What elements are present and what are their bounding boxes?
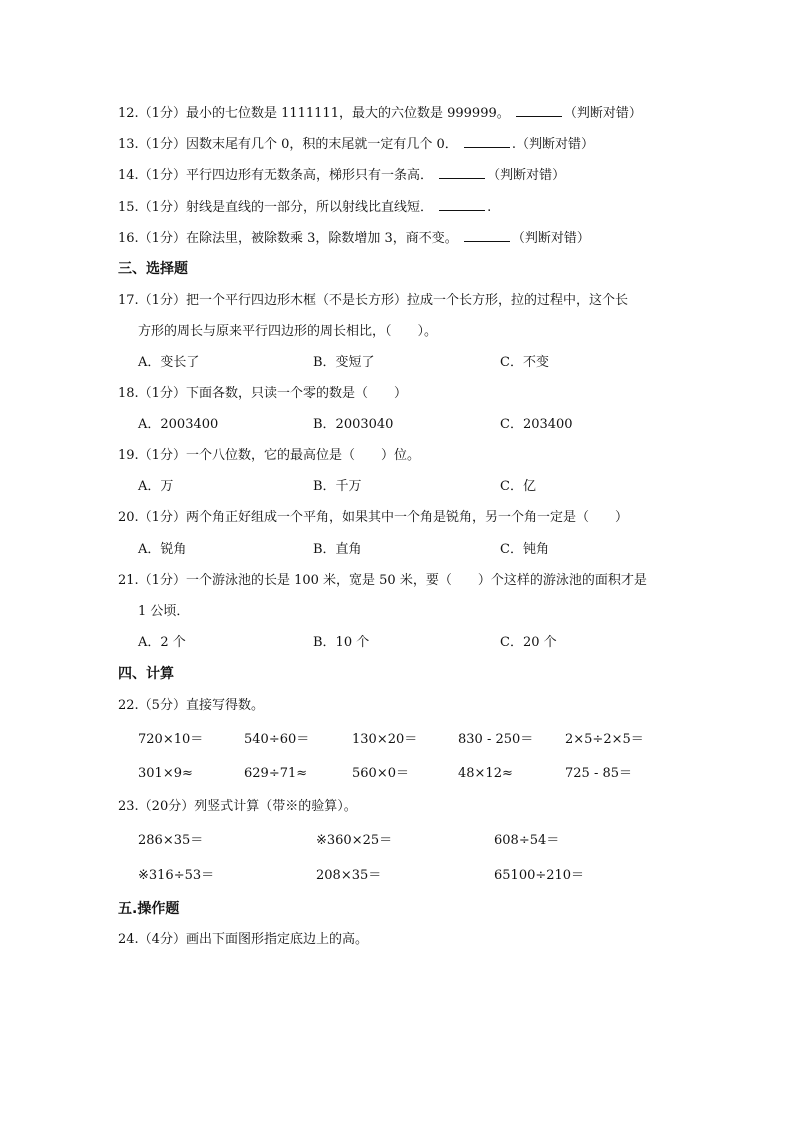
calc-item: 208×35＝ [316, 868, 382, 883]
question-18: 18.（1分）下面各数，只读一个零的数是（ ） [118, 386, 407, 401]
question-17-line1: 17.（1分）把一个平行四边形木框（不是长方形）拉成一个长方形，拉的过程中，这个长 [118, 293, 628, 308]
calc-item: 301×9≈ [138, 766, 193, 781]
question-17-line2: 方形的周长与原来平行四边形的周长相比，（ ）。 [138, 324, 438, 339]
question-16 [118, 229, 590, 248]
calc-item: 130×20＝ [352, 732, 418, 747]
answer-blank[interactable] [439, 166, 485, 179]
question-13 [118, 135, 594, 154]
option-c[interactable]: C．203400 [500, 417, 573, 432]
calc-item: 560×0＝ [352, 766, 409, 781]
answer-blank[interactable] [439, 198, 485, 211]
question-21-line2: 1 公顷． [138, 604, 190, 619]
option-b[interactable]: B．2003040 [313, 417, 394, 432]
section-heading-operation: 五.操作题 [118, 901, 180, 917]
calc-item: 725 - 85＝ [565, 766, 633, 781]
calc-item: 286×35＝ [138, 833, 204, 848]
option-c[interactable]: C．20 个 [500, 635, 557, 650]
question-13-text: 13.（1分）因数末尾有几个 0，积的末尾就一定有几个 0． [118, 137, 458, 152]
question-20: 20.（1分）两个角正好组成一个平角，如果其中一个角是锐角，另一个角一定是（ ） [118, 510, 628, 525]
question-21-line1: 21.（1分）一个游泳池的长是 100 米，宽是 50 米，要（ ）个这样的游泳池的面积才是 [118, 573, 647, 588]
calc-item: 608÷54＝ [494, 833, 560, 848]
question-14-suffix: （判断对错） [487, 168, 566, 183]
option-a[interactable]: A．万 [138, 479, 174, 494]
question-12-text: 12.（1分）最小的七位数是 1111111，最大的六位数是 999999。 [118, 106, 510, 121]
calc-item: 629÷71≈ [244, 766, 308, 781]
calc-item: 2×5÷2×5＝ [565, 732, 644, 747]
option-c[interactable]: C．亿 [500, 479, 536, 494]
calc-item: ※316÷53＝ [138, 868, 215, 883]
question-16-text: 16.（1分）在除法里，被除数乘 3，除数增加 3，商不变。 [118, 231, 458, 246]
question-24: 24.（4分）画出下面图形指定底边上的高。 [118, 932, 368, 947]
section-heading-choice: 三、选择题 [118, 261, 188, 277]
answer-blank[interactable] [516, 104, 562, 117]
calc-item: ※360×25＝ [316, 833, 393, 848]
question-15 [118, 198, 491, 217]
question-15-suffix: . [487, 200, 492, 215]
option-b[interactable]: B．千万 [313, 479, 362, 494]
question-14 [118, 166, 565, 185]
option-b[interactable]: B．变短了 [313, 355, 375, 370]
option-a[interactable]: A．2003400 [138, 417, 219, 432]
option-a[interactable]: A．锐角 [138, 542, 187, 557]
option-a[interactable]: A．变长了 [138, 355, 200, 370]
question-14-text: 14.（1分）平行四边形有无数条高，梯形只有一条高． [118, 168, 433, 183]
answer-blank[interactable] [464, 135, 510, 148]
calc-item: 65100÷210＝ [494, 868, 585, 883]
question-12 [118, 104, 642, 123]
question-22: 22.（5分）直接写得数。 [118, 698, 264, 713]
question-23: 23.（20分）列竖式计算（带※的验算）。 [118, 799, 357, 814]
calc-item: 830 - 250＝ [458, 732, 534, 747]
option-c[interactable]: C．钝角 [500, 542, 549, 557]
question-19: 19.（1分）一个八位数，它的最高位是（ ）位。 [118, 448, 420, 463]
option-b[interactable]: B．直角 [313, 542, 362, 557]
question-12-suffix: （判断对错） [563, 106, 642, 121]
section-heading-calculation: 四、计算 [118, 666, 174, 682]
option-c[interactable]: C．不变 [500, 355, 549, 370]
question-15-text: 15.（1分）射线是直线的一部分，所以射线比直线短． [118, 200, 433, 215]
option-b[interactable]: B．10 个 [313, 635, 370, 650]
option-a[interactable]: A．2 个 [138, 635, 186, 650]
calc-item: 720×10＝ [138, 732, 204, 747]
calc-item: 48×12≈ [458, 766, 513, 781]
calc-item: 540÷60＝ [244, 732, 310, 747]
question-16-suffix: （判断对错） [511, 231, 590, 246]
answer-blank[interactable] [464, 229, 510, 242]
question-13-suffix: .（判断对错） [511, 137, 595, 152]
